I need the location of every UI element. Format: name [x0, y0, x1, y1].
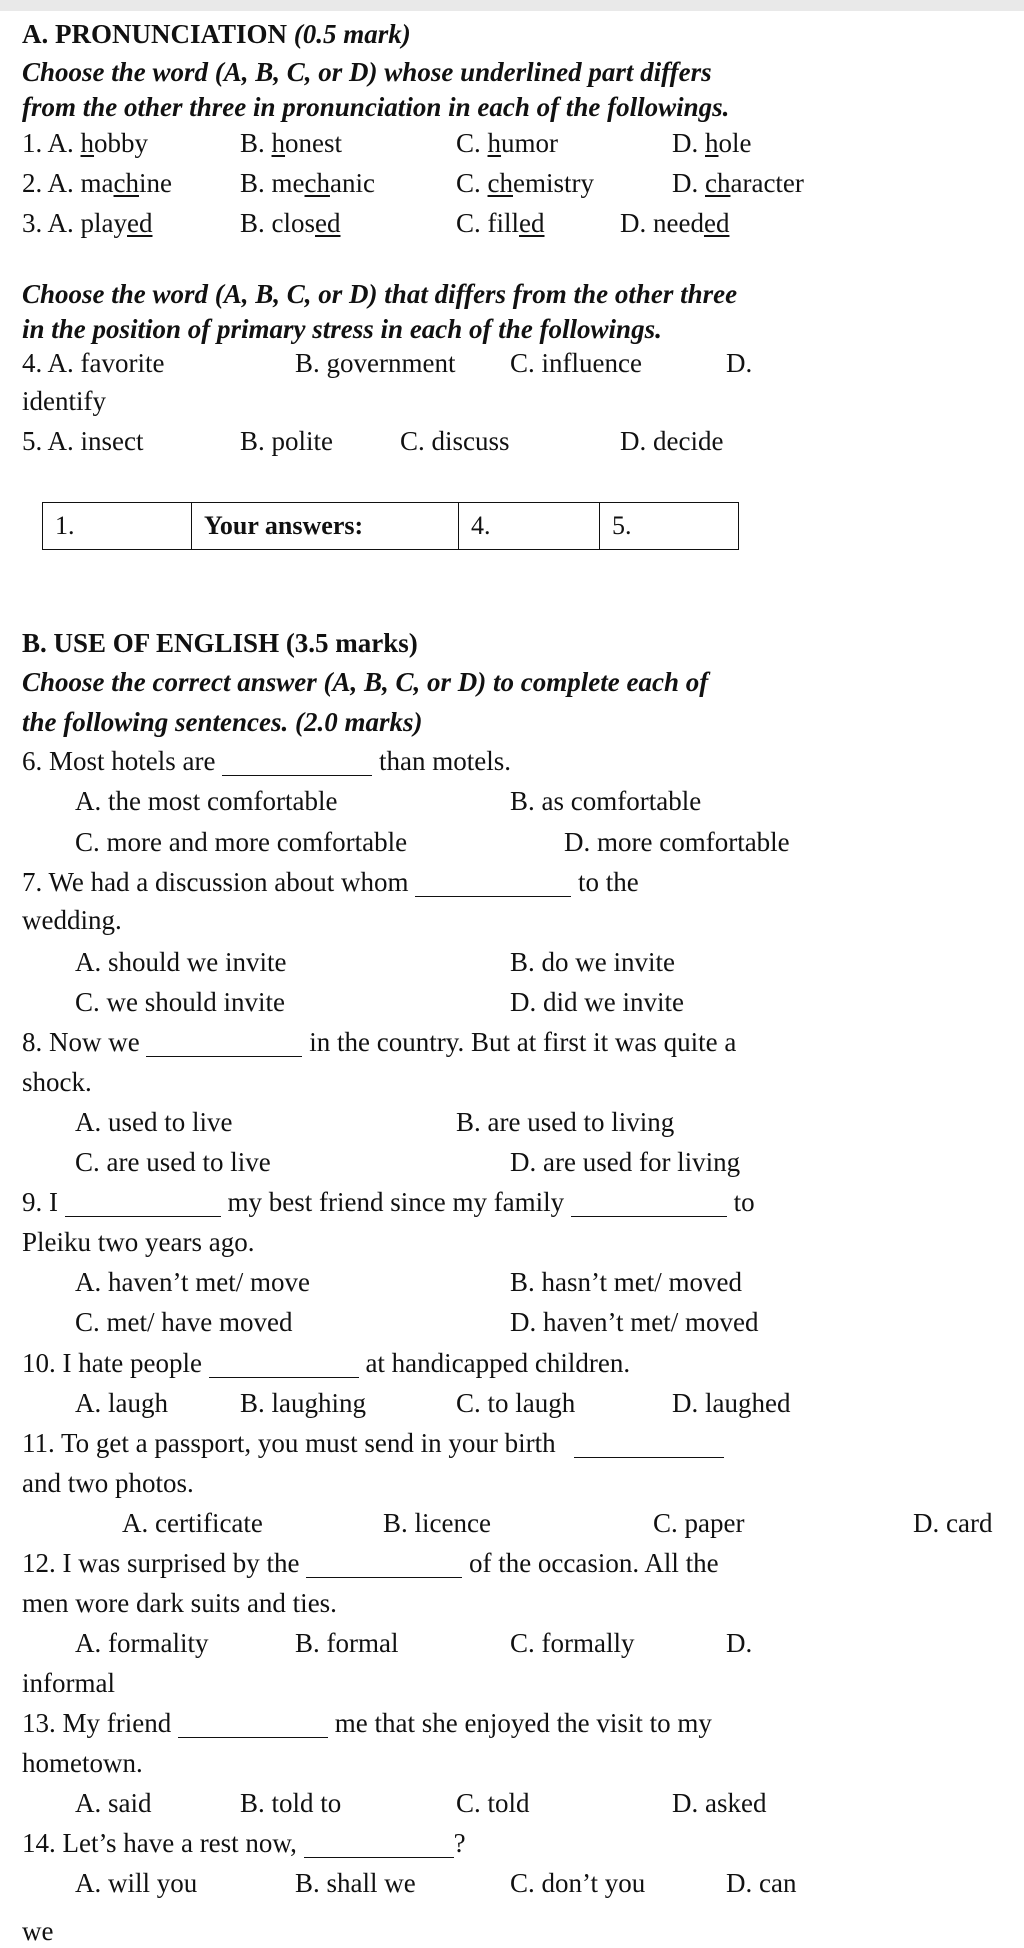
q5-option-c: C. discuss: [400, 426, 510, 456]
q12-stem: 12. I was surprised by the of the occasion. All the: [22, 1548, 719, 1578]
q14-stem: 14. Let’s have a rest now, ?: [22, 1828, 466, 1858]
top-border: [0, 0, 1024, 11]
q7-stem: 7. We had a discussion about whom to the: [22, 867, 639, 897]
q14-option-b: B. shall we: [295, 1868, 416, 1898]
instruction-a2-line1: Choose the word (A, B, C, or D) that differs from the other three: [22, 279, 738, 309]
q10-option-c: C. to laugh: [456, 1388, 576, 1418]
q2-option-d: D. character: [672, 168, 804, 198]
q12-option-a: A. formality: [75, 1628, 209, 1658]
q3-option-b: B. closed: [240, 208, 341, 238]
q10-blank[interactable]: [209, 1349, 359, 1378]
q9-blank-2[interactable]: [571, 1188, 727, 1217]
q4-option-c: C. influence: [510, 348, 642, 378]
instruction-b-line2: the following sentences. (2.0 marks): [22, 707, 423, 737]
answer-cell-5[interactable]: 5.: [600, 503, 739, 550]
instruction-b-line1: Choose the correct answer (A, B, C, or D) to complete each of: [22, 667, 709, 697]
q7-blank[interactable]: [415, 868, 571, 897]
q1-option-b: B. honest: [240, 128, 343, 158]
q10-option-a: A. laugh: [75, 1388, 168, 1418]
q6-option-c: C. more and more comfortable: [75, 827, 408, 857]
q5-option-d: D. decide: [620, 426, 724, 456]
q1-option-d: D. hole: [672, 128, 752, 158]
q10-option-b: B. laughing: [240, 1388, 366, 1418]
q12-option-d: D.: [726, 1628, 753, 1658]
q11-stem-wrap: and two photos.: [22, 1468, 194, 1498]
section-a-heading: A. PRONUNCIATION (0.5 mark): [22, 19, 411, 49]
q10-stem: 10. I hate people at handicapped children.: [22, 1348, 631, 1378]
q11-option-b: B. licence: [383, 1508, 491, 1538]
q2-option-c: C. chemistry: [456, 168, 594, 198]
q13-option-b: B. told to: [240, 1788, 342, 1818]
q8-option-a: A. used to live: [75, 1107, 233, 1137]
q6-stem: 6. Most hotels are than motels.: [22, 746, 511, 776]
answer-cell-your-answers: Your answers:: [192, 503, 459, 550]
q4-option-a: 4. A. favorite: [22, 348, 165, 378]
answer-table: [42, 502, 739, 550]
q5-option-a: 5. A. insect: [22, 426, 144, 456]
section-b-heading: B. USE OF ENGLISH (3.5 marks): [22, 628, 418, 658]
q14-blank[interactable]: [304, 1829, 454, 1858]
q9-stem-wrap: Pleiku two years ago.: [22, 1227, 255, 1257]
q13-stem-wrap: hometown.: [22, 1748, 143, 1778]
q6-blank[interactable]: [222, 747, 372, 776]
q14-option-d: D. can: [726, 1868, 797, 1898]
q1-option-a: 1. A. hobby: [22, 128, 149, 158]
q8-stem: 8. Now we in the country. But at first it was quite a: [22, 1027, 737, 1057]
q12-stem-wrap: men wore dark suits and ties.: [22, 1588, 337, 1618]
instruction-a2-line2: in the position of primary stress in each of the followings.: [22, 314, 662, 344]
q12-option-b: B. formal: [295, 1628, 399, 1658]
q13-option-a: A. said: [75, 1788, 152, 1818]
q14-option-a: A. will you: [75, 1868, 198, 1898]
q9-option-c: C. met/ have moved: [75, 1307, 293, 1337]
q7-option-d: D. did we invite: [510, 987, 684, 1017]
q7-option-a: A. should we invite: [75, 947, 287, 977]
q9-option-a: A. haven’t met/ move: [75, 1267, 310, 1297]
q5-option-b: B. polite: [240, 426, 333, 456]
q12-blank[interactable]: [306, 1549, 462, 1578]
q11-stem: 11. To get a passport, you must send in your birth: [22, 1426, 724, 1460]
instruction-a1-line2: from the other three in pronunciation in each of the followings.: [22, 92, 730, 122]
q11-blank[interactable]: [574, 1429, 724, 1458]
q11-option-c: C. paper: [653, 1508, 745, 1538]
cut-off-line: we: [22, 1916, 54, 1946]
q7-option-c: C. we should invite: [75, 987, 285, 1017]
q12-option-d-wrap: informal: [22, 1668, 115, 1698]
q2-option-a: 2. A. machine: [22, 168, 172, 198]
q3-option-d: D. needed: [620, 208, 730, 238]
q8-option-c: C. are used to live: [75, 1147, 271, 1177]
q4-option-b: B. government: [295, 348, 456, 378]
q7-option-b: B. do we invite: [510, 947, 675, 977]
q9-option-b: B. hasn’t met/ moved: [510, 1267, 742, 1297]
q13-option-c: C. told: [456, 1788, 530, 1818]
q11-option-d: D. card: [913, 1508, 993, 1538]
q2-option-b: B. mechanic: [240, 168, 375, 198]
answer-cell-1[interactable]: 1.: [43, 503, 192, 550]
q13-option-d: D. asked: [672, 1788, 767, 1818]
q6-option-d: D. more comfortable: [564, 827, 790, 857]
q1-option-c: C. humor: [456, 128, 559, 158]
q6-option-a: A. the most comfortable: [75, 786, 338, 816]
q13-blank[interactable]: [178, 1709, 328, 1738]
q3-option-c: C. filled: [456, 208, 545, 238]
instruction-a1-line1: Choose the word (A, B, C, or D) whose underlined part differs: [22, 57, 712, 87]
q8-option-d: D. are used for living: [510, 1147, 741, 1177]
q10-option-d: D. laughed: [672, 1388, 791, 1418]
q6-option-b: B. as comfortable: [510, 786, 702, 816]
q3-option-a: 3. A. played: [22, 208, 153, 238]
q7-stem-wrap: wedding.: [22, 905, 122, 935]
q9-blank-1[interactable]: [65, 1188, 221, 1217]
q8-stem-wrap: shock.: [22, 1067, 92, 1097]
q4-option-d: D.: [726, 348, 753, 378]
q13-stem: 13. My friend me that she enjoyed the visit to my: [22, 1708, 712, 1738]
q9-stem: 9. I my best friend since my family to: [22, 1187, 755, 1217]
q8-blank[interactable]: [146, 1028, 302, 1057]
q11-option-a: A. certificate: [122, 1508, 263, 1538]
answer-cell-4[interactable]: 4.: [459, 503, 600, 550]
q12-option-c: C. formally: [510, 1628, 635, 1658]
q9-option-d: D. haven’t met/ moved: [510, 1307, 759, 1337]
q8-option-b: B. are used to living: [456, 1107, 675, 1137]
q4-option-d-wrap: identify: [22, 386, 106, 416]
q14-option-c: C. don’t you: [510, 1868, 646, 1898]
